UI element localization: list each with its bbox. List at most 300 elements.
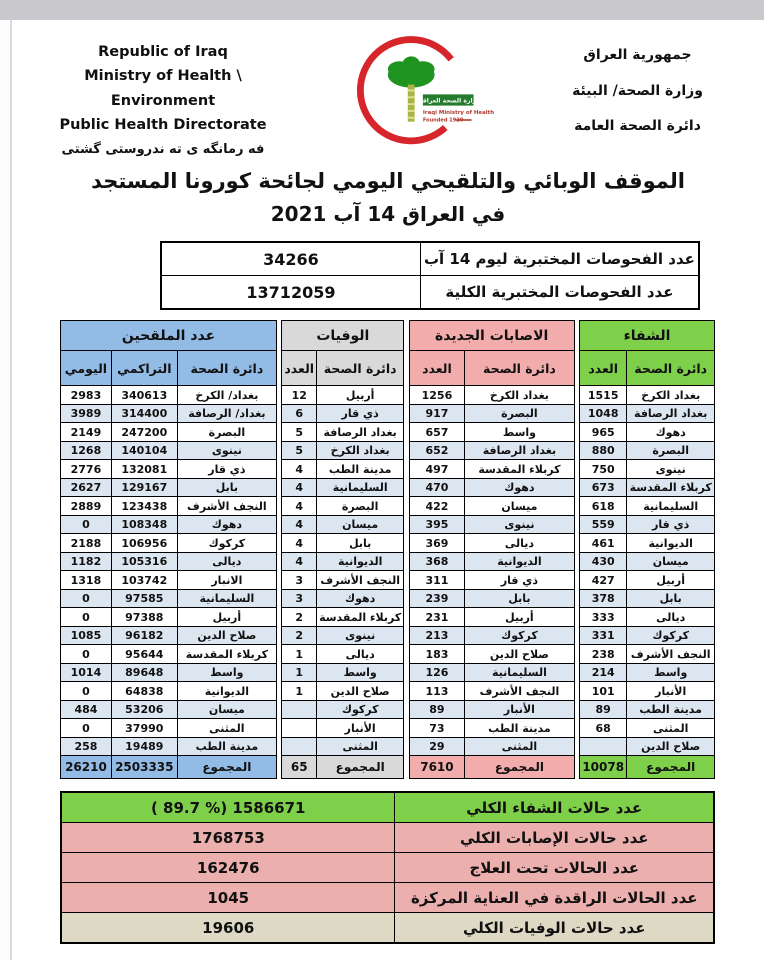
table-cell-name: المثنى [177, 719, 276, 738]
table-cell-name: البصرة [317, 497, 404, 516]
table-cell-cumulative: 108348 [111, 515, 177, 534]
table-row [61, 682, 277, 701]
table-cell-name: بغداد الرصافة [627, 404, 715, 423]
table-cell-name: بغداد الرصافة [317, 423, 404, 442]
vaccinated-col-directorate: دائرة الصحة [177, 351, 276, 386]
table-row [409, 645, 574, 664]
table-row [580, 608, 715, 627]
table-cell-name: بغداد/ الكرخ [177, 386, 276, 405]
table-cell-value: 1515 [580, 386, 627, 405]
table-row [409, 515, 574, 534]
deaths-col-count: العدد [282, 351, 317, 386]
table-cell-value: 331 [580, 626, 627, 645]
table-cell-cumulative: 106956 [111, 534, 177, 553]
table-row [580, 626, 715, 645]
table-cell-name: واسط [627, 663, 715, 682]
table-row [282, 682, 404, 701]
lab-tests-table [160, 241, 700, 310]
table-cell-value: 4 [282, 497, 317, 516]
table-cell-name: النجف الأشرف [627, 645, 715, 664]
table-row [61, 497, 277, 516]
letterhead-english-block [34, 34, 292, 161]
deaths-table [281, 320, 404, 779]
table-cell-value: 618 [580, 497, 627, 516]
table-cell-daily: 0 [61, 682, 112, 701]
table-cell-name: صلاح الدين [465, 645, 574, 664]
table-cell-name: دهوك [177, 515, 276, 534]
table-row [580, 719, 715, 738]
table-cell-value: 1 [282, 663, 317, 682]
new-cases-title: الاصابات الجديدة [409, 321, 574, 351]
table-cell-value: 1 [282, 645, 317, 664]
table-cell-value: 183 [409, 645, 465, 664]
table-row [580, 737, 715, 756]
table-cell-name: دهوك [465, 478, 574, 497]
table-row [580, 552, 715, 571]
table-cell-name: كركوك [465, 626, 574, 645]
table-row [409, 404, 574, 423]
table-cell-name: نينوى [177, 441, 276, 460]
table-cell-name: السليمانية [177, 589, 276, 608]
table-row [580, 478, 715, 497]
table-cell-name: ذي قار [627, 515, 715, 534]
vaccinated-total-row [61, 756, 277, 779]
summary-value: 162476 [61, 853, 395, 883]
table-cell-name: كركوك [317, 700, 404, 719]
new-cases-col-directorate: دائرة الصحة [465, 351, 574, 386]
table-cell-cumulative: 103742 [111, 571, 177, 590]
table-cell-name: الانبار [177, 571, 276, 590]
table-cell-value: 68 [580, 719, 627, 738]
table-row [61, 737, 277, 756]
english-line-3: Public Health Directorate [59, 117, 267, 134]
table-row [161, 276, 699, 310]
table-cell-name: بابل [317, 534, 404, 553]
table-cell-value: 5 [282, 441, 317, 460]
table-cell-daily: 258 [61, 737, 112, 756]
table-cell-cumulative: 95644 [111, 645, 177, 664]
table-cell-name: البصرة [627, 441, 715, 460]
table-cell-name: مدينة الطب [177, 737, 276, 756]
table-cell-name: مدينة الطب [317, 460, 404, 479]
table-row [580, 645, 715, 664]
table-cell-name: واسط [317, 663, 404, 682]
total-label: المجموع [177, 756, 276, 779]
table-cell-value: 311 [409, 571, 465, 590]
table-cell-name: النجف الأشرف [177, 497, 276, 516]
table-cell-name: السليمانية [317, 478, 404, 497]
table-cell-value: 461 [580, 534, 627, 553]
table-cell-daily: 0 [61, 608, 112, 627]
table-cell-name: بابل [177, 478, 276, 497]
table-cell-daily: 1268 [61, 441, 112, 460]
table-row [282, 441, 404, 460]
table-cell-name: الأنبار [317, 719, 404, 738]
table-cell-daily: 2627 [61, 478, 112, 497]
table-row [282, 534, 404, 553]
summary-row-total-deaths [61, 913, 714, 944]
table-cell-value: 430 [580, 552, 627, 571]
table-row [580, 682, 715, 701]
new-cases-table [409, 320, 575, 779]
table-cell-name: النجف الأشرف [465, 682, 574, 701]
table-cell-value: 427 [580, 571, 627, 590]
english-line-2: Ministry of Health \ Environment [84, 68, 242, 109]
table-cell-daily: 1085 [61, 626, 112, 645]
table-row [61, 589, 277, 608]
table-row [282, 589, 404, 608]
table-row [409, 497, 574, 516]
table-row [61, 386, 277, 405]
table-cell-daily: 2889 [61, 497, 112, 516]
table-cell-value: 750 [580, 460, 627, 479]
deaths-rows [282, 386, 404, 756]
table-cell-name: كربلاء المقدسة [627, 478, 715, 497]
table-cell-value: 880 [580, 441, 627, 460]
table-cell-cumulative: 314400 [111, 404, 177, 423]
table-row [409, 663, 574, 682]
recoveries-col-directorate: دائرة الصحة [627, 351, 715, 386]
table-row [409, 552, 574, 571]
table-row [580, 423, 715, 442]
table-cell-value: 470 [409, 478, 465, 497]
table-cell-value: 6 [282, 404, 317, 423]
table-cell-cumulative: 53206 [111, 700, 177, 719]
summary-label: عدد الحالات تحت العلاج [395, 853, 714, 883]
table-cell-value: 965 [580, 423, 627, 442]
table-row [409, 737, 574, 756]
table-cell-cumulative: 140104 [111, 441, 177, 460]
logo-founded-label: Founded 1920 [422, 117, 463, 124]
arabic-line-1: جمهورية العراق [583, 47, 692, 63]
table-row [580, 386, 715, 405]
table-row [61, 534, 277, 553]
table-cell-name: ميسان [627, 552, 715, 571]
table-row [580, 460, 715, 479]
deaths-col-directorate: دائرة الصحة [317, 351, 404, 386]
table-row [409, 626, 574, 645]
table-cell-cumulative: 247200 [111, 423, 177, 442]
vaccinated-rows [61, 386, 277, 756]
table-cell-value: 12 [282, 386, 317, 405]
table-cell-name: المثنى [465, 737, 574, 756]
table-cell-value: 395 [409, 515, 465, 534]
kurdish-line: فه رمانگه ی ته ندروستی گشتی [61, 142, 265, 158]
table-row [282, 737, 404, 756]
table-cell-daily: 1014 [61, 663, 112, 682]
table-cell-value: 4 [282, 460, 317, 479]
table-cell-value: 238 [580, 645, 627, 664]
table-row [580, 404, 715, 423]
table-cell-name: صلاح الدين [177, 626, 276, 645]
table-row [61, 626, 277, 645]
recoveries-title: الشفاء [580, 321, 715, 351]
red-crescent-icon [360, 40, 451, 141]
table-row [580, 589, 715, 608]
table-row [61, 608, 277, 627]
table-cell-value: 89 [409, 700, 465, 719]
vaccinated-title: عدد الملقحين [61, 321, 277, 351]
table-cell-value: 1048 [580, 404, 627, 423]
table-cell-name: بغداد الكرخ [627, 386, 715, 405]
table-cell-name: الديوانية [627, 534, 715, 553]
table-cell-value: 1256 [409, 386, 465, 405]
table-cell-name: المثنى [317, 737, 404, 756]
table-cell-daily: 2983 [61, 386, 112, 405]
table-cell-value: 368 [409, 552, 465, 571]
table-row [61, 441, 277, 460]
table-row [409, 423, 574, 442]
summary-label: عدد الحالات الراقدة في العناية المركزة [395, 883, 714, 913]
recoveries-rows [580, 386, 715, 756]
table-row [282, 645, 404, 664]
daily-tests-value: 34266 [161, 242, 420, 276]
new-cases-rows [409, 386, 574, 756]
table-cell-name: أربيل [627, 571, 715, 590]
table-cell-name: الأنبار [627, 682, 715, 701]
table-cell-name: ذي قار [465, 571, 574, 590]
letterhead [12, 20, 764, 161]
daily-tests-label: عدد الفحوصات المختبرية ليوم 14 آب [420, 242, 699, 276]
table-cell-name: مدينة الطب [465, 719, 574, 738]
table-cell-name: كربلاء المقدسة [317, 608, 404, 627]
logo-arabic-label: وزارة الصحة العراقية [416, 97, 480, 105]
table-cell-name: كربلاء المقدسة [465, 460, 574, 479]
table-cell-name: السليمانية [627, 497, 715, 516]
report-page [12, 20, 764, 960]
table-row [282, 478, 404, 497]
recoveries-col-count: العدد [580, 351, 627, 386]
directorate-panels [60, 320, 715, 779]
summary-row-under-treatment [61, 853, 714, 883]
table-cell-daily: 3989 [61, 404, 112, 423]
summary-value: ( 89.7 %) 1586671 [61, 792, 395, 823]
table-cell-name: دهوك [627, 423, 715, 442]
table-cell-value: 4 [282, 478, 317, 497]
table-cell-value: 101 [580, 682, 627, 701]
table-cell-name: ميسان [465, 497, 574, 516]
table-cell-name: نينوى [465, 515, 574, 534]
deaths-title: الوفيات [282, 321, 404, 351]
table-cell-name: كركوك [177, 534, 276, 553]
summary-label: عدد حالات الوفيات الكلي [395, 913, 714, 944]
total-tests-label: عدد الفحوصات المختبرية الكلية [420, 276, 699, 310]
new-cases-col-count: العدد [409, 351, 465, 386]
report-title-line-1: الموقف الوبائي والتلقيحي اليومي لجائحة كورونا المستجد [91, 169, 685, 194]
table-row [61, 423, 277, 442]
table-row [580, 515, 715, 534]
vaccinated-col-cumulative: التراكمي [111, 351, 177, 386]
table-row [161, 242, 699, 276]
table-row [61, 515, 277, 534]
table-row [282, 626, 404, 645]
table-cell-name: أربيل [465, 608, 574, 627]
table-row [282, 571, 404, 590]
table-cell-value: 214 [580, 663, 627, 682]
table-row [282, 404, 404, 423]
table-cell-name: بغداد/ الرصافة [177, 404, 276, 423]
summary-row-total-cases [61, 823, 714, 853]
table-cell-cumulative: 37990 [111, 719, 177, 738]
table-cell-value: 126 [409, 663, 465, 682]
table-cell-name: صلاح الدين [317, 682, 404, 701]
table-row [61, 552, 277, 571]
table-row [61, 478, 277, 497]
table-row [409, 682, 574, 701]
summary-row-recoveries [61, 792, 714, 823]
table-row [409, 589, 574, 608]
logo-english-label: Iraqi Ministry of Health [422, 109, 494, 116]
table-cell-daily: 0 [61, 719, 112, 738]
table-cell-name: البصرة [465, 404, 574, 423]
report-title-line-2: في العراق 14 آب 2021 [270, 202, 506, 227]
table-cell-name: بغداد الكرخ [465, 386, 574, 405]
table-cell-daily: 1182 [61, 552, 112, 571]
table-cell-value [282, 737, 317, 756]
table-cell-name: واسط [177, 663, 276, 682]
table-cell-value: 652 [409, 441, 465, 460]
table-cell-name: ذي قار [177, 460, 276, 479]
total-value: 65 [282, 756, 317, 779]
table-cell-name: كركوك [627, 626, 715, 645]
table-cell-value: 917 [409, 404, 465, 423]
summary-value: 19606 [61, 913, 395, 944]
table-cell-name: الديوانية [465, 552, 574, 571]
table-cell-value: 89 [580, 700, 627, 719]
table-cell-name: بغداد الرصافة [465, 441, 574, 460]
table-cell-name: نينوى [627, 460, 715, 479]
recoveries-total-row [580, 756, 715, 779]
table-cell-name: نينوى [317, 626, 404, 645]
table-cell-value: 378 [580, 589, 627, 608]
summary-label: عدد حالات الشفاء الكلي [395, 792, 714, 823]
table-cell-cumulative: 97585 [111, 589, 177, 608]
table-cell-name: صلاح الدين [627, 737, 715, 756]
table-row [61, 663, 277, 682]
table-cell-value: 657 [409, 423, 465, 442]
report-title [12, 169, 764, 226]
table-cell-name: الديوانية [317, 552, 404, 571]
table-cell-value: 3 [282, 589, 317, 608]
table-cell-value: 73 [409, 719, 465, 738]
table-cell-value: 497 [409, 460, 465, 479]
table-cell-name: ديالى [627, 608, 715, 627]
table-cell-cumulative: 96182 [111, 626, 177, 645]
table-row [282, 423, 404, 442]
table-cell-daily: 0 [61, 515, 112, 534]
total-value: 7610 [409, 756, 465, 779]
table-cell-value: 231 [409, 608, 465, 627]
table-cell-value [282, 700, 317, 719]
english-line-1: Republic of Iraq [98, 44, 228, 60]
table-row [409, 700, 574, 719]
table-cell-value: 29 [409, 737, 465, 756]
table-cell-daily: 2149 [61, 423, 112, 442]
table-cell-name: واسط [465, 423, 574, 442]
table-row [409, 478, 574, 497]
table-cell-value: 1 [282, 682, 317, 701]
table-row [409, 441, 574, 460]
table-cell-cumulative: 340613 [111, 386, 177, 405]
ministry-logo [334, 34, 504, 146]
table-row [409, 719, 574, 738]
table-cell-value: 4 [282, 552, 317, 571]
vaccinated-table [60, 320, 277, 779]
ministry-of-health-crescent-palm-logo [334, 34, 504, 146]
vaccinated-col-daily: اليومي [61, 351, 112, 386]
table-row [282, 700, 404, 719]
table-row [409, 608, 574, 627]
table-row [282, 497, 404, 516]
table-cell-value: 213 [409, 626, 465, 645]
table-cell-value: 2 [282, 608, 317, 627]
table-row [282, 719, 404, 738]
table-cell-cumulative: 89648 [111, 663, 177, 682]
table-cell-name: أربيل [177, 608, 276, 627]
deaths-total-row [282, 756, 404, 779]
table-row [282, 460, 404, 479]
table-cell-name: ميسان [317, 515, 404, 534]
summary-value: 1768753 [61, 823, 395, 853]
table-cell-name: المثنى [627, 719, 715, 738]
table-row [282, 663, 404, 682]
table-cell-value: 4 [282, 534, 317, 553]
table-cell-name: الأنبار [465, 700, 574, 719]
table-cell-cumulative: 123438 [111, 497, 177, 516]
table-row [409, 571, 574, 590]
table-cell-value: 113 [409, 682, 465, 701]
table-cell-name: السليمانية [465, 663, 574, 682]
table-cell-value: 559 [580, 515, 627, 534]
table-cell-value [282, 719, 317, 738]
table-cell-cumulative: 19489 [111, 737, 177, 756]
table-cell-name: بغداد الكرخ [317, 441, 404, 460]
table-cell-name: دهوك [317, 589, 404, 608]
table-cell-name: البصرة [177, 423, 276, 442]
photo-top-band [0, 0, 764, 20]
table-row [580, 441, 715, 460]
table-cell-cumulative: 132081 [111, 460, 177, 479]
summary-value: 1045 [61, 883, 395, 913]
table-row [580, 700, 715, 719]
table-cell-name: النجف الأشرف [317, 571, 404, 590]
table-cell-cumulative: 97388 [111, 608, 177, 627]
total-value: 10078 [580, 756, 627, 779]
table-row [580, 534, 715, 553]
table-cell-daily: 2188 [61, 534, 112, 553]
table-row [61, 571, 277, 590]
table-row [61, 645, 277, 664]
table-row [580, 663, 715, 682]
table-row [409, 534, 574, 553]
table-cell-value: 3 [282, 571, 317, 590]
table-cell-daily: 484 [61, 700, 112, 719]
national-summary-table [60, 791, 715, 944]
summary-row-icu [61, 883, 714, 913]
table-cell-name: أربيل [317, 386, 404, 405]
table-row [282, 552, 404, 571]
table-cell-value: 369 [409, 534, 465, 553]
table-row [282, 515, 404, 534]
logo-caption [416, 94, 494, 123]
table-cell-name: ديالى [317, 645, 404, 664]
table-cell-name: مدينة الطب [627, 700, 715, 719]
arabic-line-3: دائرة الصحة العامة [574, 118, 701, 135]
table-cell-name: الديوانية [177, 682, 276, 701]
table-cell-name: ميسان [177, 700, 276, 719]
table-cell-value: 333 [580, 608, 627, 627]
table-cell-daily: 0 [61, 589, 112, 608]
